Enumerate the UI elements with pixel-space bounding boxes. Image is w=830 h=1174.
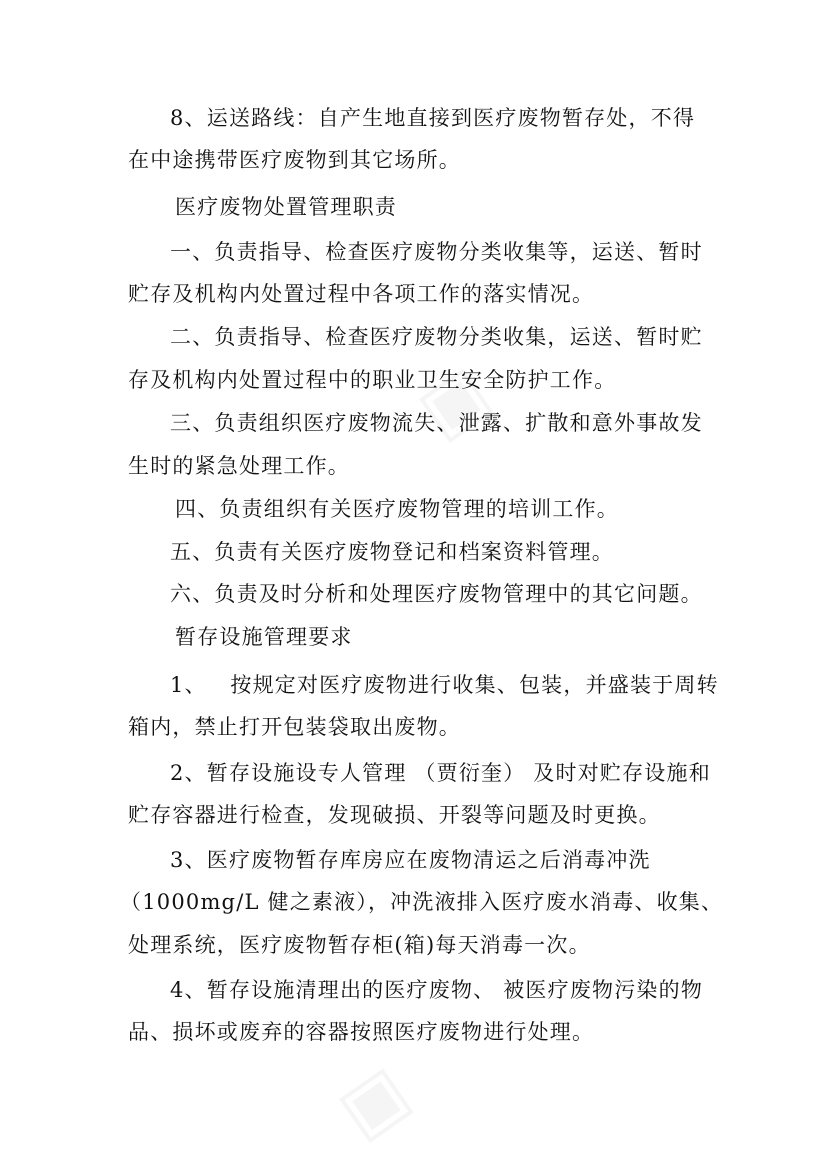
- text-line-22: 品、损坏或废弃的容器按照医疗废物进行处理。: [128, 1020, 595, 1044]
- section-heading-duties: 医疗废物处置管理职责: [175, 195, 397, 219]
- text-line-10: 四、负责组织有关医疗废物管理的培训工作。: [175, 497, 619, 521]
- text-line-11: 五、负责有关医疗废物登记和档案资料管理。: [170, 540, 614, 564]
- text-line-1: 8、运送路线：自产生地直接到医疗废物暂存处，不得: [170, 106, 696, 130]
- watermark: ▣: [402, 348, 504, 454]
- watermark: ▣: [322, 1048, 424, 1154]
- text-line-6: 二、负责指导、检查医疗废物分类收集，运送、暂时贮: [170, 325, 703, 349]
- text-line-19: （1000mg/L 健之素液），冲洗液排入医疗废水消毒、收集、: [120, 890, 724, 914]
- text-line-2: 在中途携带医疗废物到其它场所。: [128, 148, 461, 172]
- text-line-9: 生时的紧急处理工作。: [128, 454, 350, 478]
- text-line-5: 贮存及机构内处置过程中各项工作的落实情况。: [128, 282, 595, 306]
- text-line-4: 一、负责指导、检查医疗废物分类收集等，运送、暂时: [170, 240, 703, 264]
- text-line-18: 3、医疗废物暂存库房应在废物清运之后消毒冲洗: [170, 848, 651, 872]
- text-line-8: 三、负责组织医疗废物流失、泄露、扩散和意外事故发: [170, 411, 703, 435]
- text-line-14: 1、 按规定对医疗废物进行收集、包装，并盛装于周转: [170, 673, 719, 697]
- text-line-21: 4、暂存设施清理出的医疗废物、 被医疗废物污染的物: [170, 978, 704, 1002]
- text-line-17: 贮存容器进行检查，发现破损、开裂等问题及时更换。: [128, 803, 661, 827]
- text-line-16: 2、暂存设施设专人管理 （贾衍奎） 及时对贮存设施和: [170, 761, 711, 785]
- section-heading-storage: 暂存设施管理要求: [175, 625, 353, 649]
- text-line-15: 箱内，禁止打开包装袋取出废物。: [128, 715, 461, 739]
- text-line-7: 存及机构内处置过程中的职业卫生安全防护工作。: [128, 368, 617, 392]
- text-line-12: 六、负责及时分析和处理医疗废物管理中的其它问题。: [170, 582, 703, 606]
- text-line-20: 处理系统，医疗废物暂存柜(箱)每天消毒一次。: [128, 933, 591, 957]
